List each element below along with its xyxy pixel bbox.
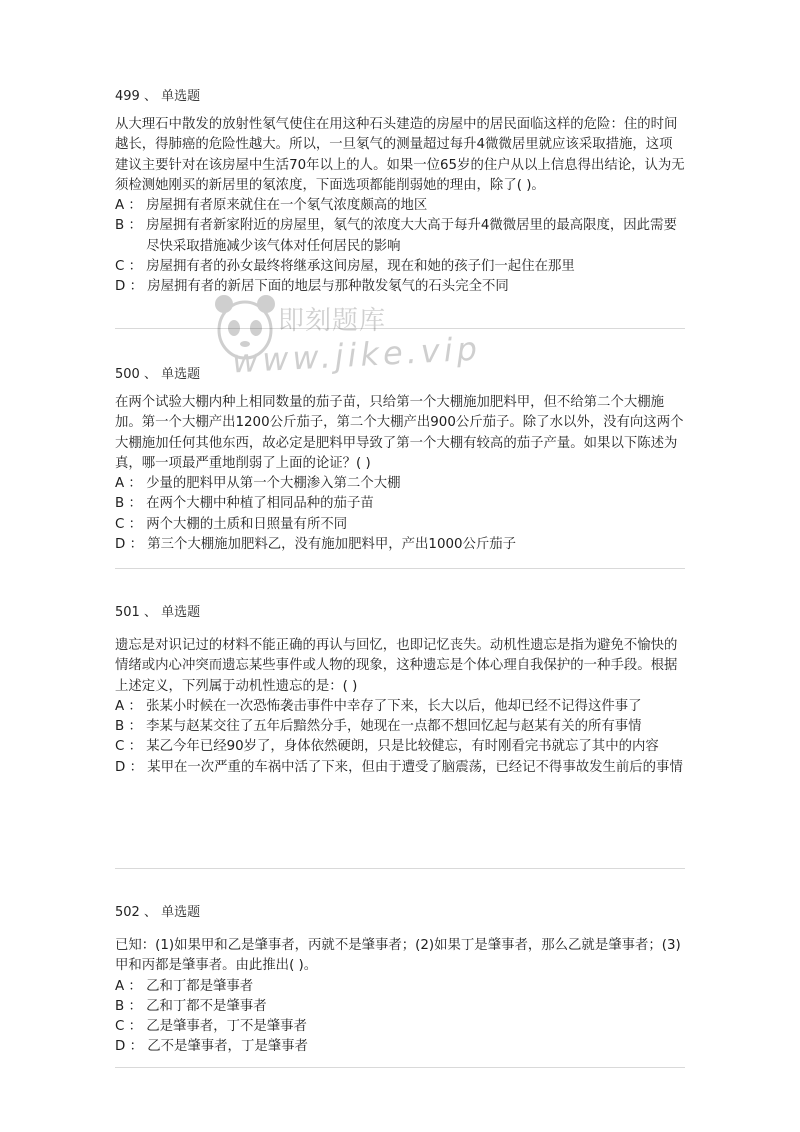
question-stem: 从大理石中散发的放射性氡气使住在用这种石头建造的房屋中的居民面临这样的危险：住的时间越长，得肺癌的危险性越大。所以，一旦氡气的测量超过每升4微微居里就应该采取措施，这项建议主要针对在该房屋中生活70年以上的人。如果一位65岁的住户从以上信息得出结论，认为无须检测她刚买的新居里的氡浓度，下面选项都能削弱她的理由，除了( )。 xyxy=(115,117,685,193)
divider xyxy=(115,1067,685,1068)
question-501 xyxy=(115,604,685,778)
question-number-type: 500 、 单选题 xyxy=(115,367,201,382)
option-text: 某乙今年已经90岁了，身体依然硬朗，只是比较健忘，有时刚看完书就忘了其中的内容 xyxy=(146,739,659,755)
option-text: 张某小时候在一次恐怖袭击事件中幸存了下来，长大以后，他却已经不记得这件事了 xyxy=(146,698,642,714)
option-d[interactable] xyxy=(115,535,685,555)
option-c[interactable] xyxy=(115,515,685,535)
option-a[interactable] xyxy=(115,977,685,997)
watermark-brand: 即刻题库 xyxy=(278,306,387,336)
divider xyxy=(115,328,685,329)
option-b[interactable] xyxy=(115,997,685,1017)
option-text: 房屋拥有者原来就住在一个氡气浓度颇高的地区 xyxy=(146,198,428,214)
option-b[interactable] xyxy=(115,494,685,514)
divider xyxy=(115,868,685,869)
option-text: 第三个大棚施加肥料乙，没有施加肥料甲，产出1000公斤茄子 xyxy=(147,537,517,553)
option-text: 两个大棚的土质和日照量有所不同 xyxy=(146,516,348,532)
option-key: A ： xyxy=(115,198,147,214)
question-502 xyxy=(115,904,685,1058)
option-key: C ： xyxy=(115,259,147,275)
option-key: C ： xyxy=(115,516,147,532)
option-d[interactable] xyxy=(115,758,685,778)
option-key: A ： xyxy=(115,476,147,492)
option-key: D ： xyxy=(115,537,148,553)
option-key: B ： xyxy=(115,218,147,234)
option-text: 在两个大棚中种植了相同品种的茄子苗 xyxy=(146,496,374,512)
option-text: 房屋拥有者的孙女最终将继承这间房屋，现在和她的孩子们一起住在那里 xyxy=(146,259,575,275)
watermark-url: www.jike.vip xyxy=(231,329,482,381)
option-a[interactable] xyxy=(115,697,685,717)
question-stem: 在两个试验大棚内种上相同数量的茄子苗，只给第一个大棚施加肥料甲，但不给第二个大棚施加。第一个大棚产出1200公斤茄子，第二个大棚产出900公斤茄子。除了水以外，没有向这两个大棚施加任何其他东西，故必定是肥料甲导致了第一个大棚有较高的茄子产量。如果以下陈述为真，哪一项最严重地削弱了上面的论证？( ) xyxy=(115,395,684,471)
option-text: 少量的肥料甲从第一个大棚渗入第二个大棚 xyxy=(146,476,401,492)
option-c[interactable] xyxy=(115,257,685,277)
option-d[interactable] xyxy=(115,277,685,297)
question-number-type: 499 、 单选题 xyxy=(115,89,201,104)
option-text: 房屋拥有者的新居下面的地层与那种散发氡气的石头完全不同 xyxy=(147,279,509,295)
question-number-type: 501 、 单选题 xyxy=(115,605,201,620)
option-text: 某甲在一次严重的车祸中活了下来，但由于遭受了脑震荡，已经记不得事故发生前后的事情 xyxy=(147,759,683,775)
option-a[interactable] xyxy=(115,196,685,216)
option-text: 李某与赵某交往了五年后黯然分手，她现在一点都不想回忆起与赵某有关的所有事情 xyxy=(146,719,642,735)
option-text: 房屋拥有者新家附近的房屋里，氡气的浓度大大高于每升4微微居里的最高限度，因此需要尽快采取措施减少该气体对任何居民的影响 xyxy=(146,218,677,254)
option-c[interactable] xyxy=(115,1017,685,1037)
option-b[interactable] xyxy=(115,717,685,737)
option-key: B ： xyxy=(115,998,147,1014)
option-text: 乙是肇事者，丁不是肇事者 xyxy=(146,1019,307,1035)
option-key: D ： xyxy=(115,1039,148,1055)
option-key: C ： xyxy=(115,739,147,755)
question-number-type: 502 、 单选题 xyxy=(115,905,201,920)
option-key: A ： xyxy=(115,698,147,714)
option-key: B ： xyxy=(115,496,147,512)
option-text: 乙和丁都是肇事者 xyxy=(146,978,254,994)
option-text: 乙不是肇事者，丁是肇事者 xyxy=(147,1039,308,1055)
divider xyxy=(115,568,685,569)
question-stem: 遗忘是对识记过的材料不能正确的再认与回忆，也即记忆丧失。动机性遗忘是指为避免不愉快的情绪或内心冲突而遗忘某些事件或人物的现象，这种遗忘是个体心理自我保护的一种手段。根据上述定义，下列属于动机性遗忘的是：( ) xyxy=(115,638,678,694)
option-key: D ： xyxy=(115,759,148,775)
option-key: B ： xyxy=(115,719,147,735)
question-499 xyxy=(115,88,685,298)
option-key: A ： xyxy=(115,978,147,994)
option-text: 乙和丁都不是肇事者 xyxy=(146,998,267,1014)
option-c[interactable] xyxy=(115,737,685,757)
option-a[interactable] xyxy=(115,474,685,494)
question-stem: 已知：(1)如果甲和乙是肇事者，丙就不是肇事者；(2)如果丁是肇事者，那么乙就是肇事者；(3)甲和丙都是肇事者。由此推出( )。 xyxy=(115,938,681,974)
option-b[interactable] xyxy=(115,216,685,257)
option-key: D ： xyxy=(115,279,148,295)
question-500 xyxy=(115,366,685,555)
option-key: C ： xyxy=(115,1019,147,1035)
option-d[interactable] xyxy=(115,1037,685,1057)
